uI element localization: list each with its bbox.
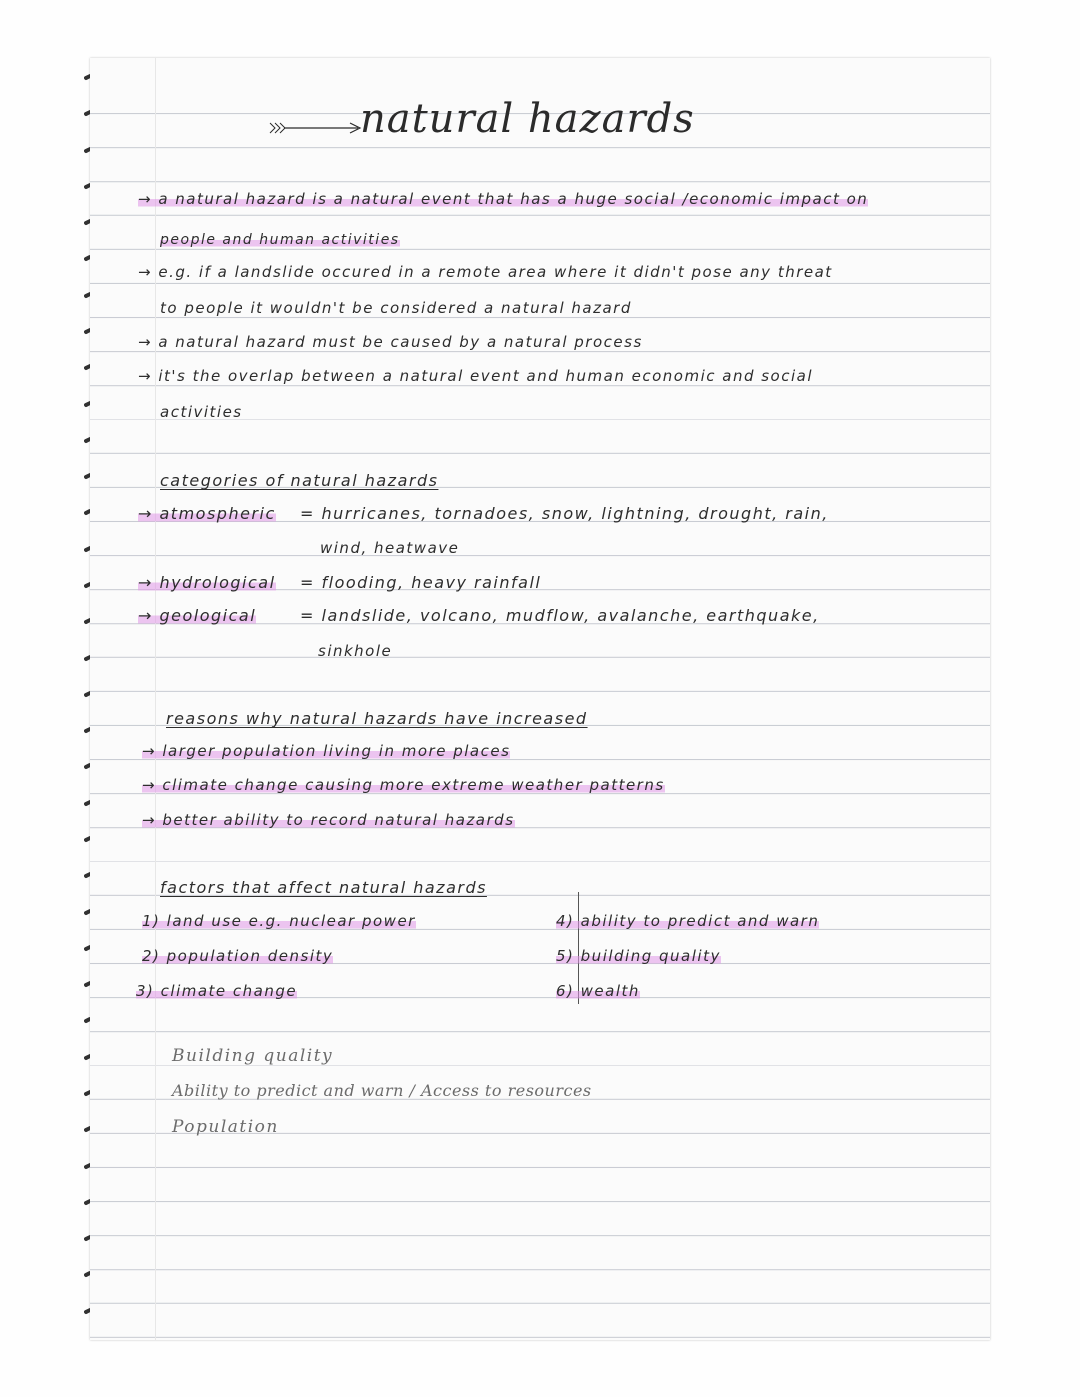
reasons-heading: reasons why natural hazards have increased xyxy=(166,709,588,728)
factor-left-2 xyxy=(142,947,333,965)
pencil-note-1: Building quality xyxy=(172,1046,334,1066)
highlighted-definition-end: people and human activities xyxy=(160,232,400,248)
example-line-1: → e.g. if a landslide occured in a remote area where it didn't pose any threat xyxy=(138,263,833,281)
factor-highlight-5: 5) building quality xyxy=(556,947,721,965)
reason-highlight-2: → climate change causing more extreme weather patterns xyxy=(142,776,665,794)
margin-line xyxy=(155,58,156,1340)
factor-right-4 xyxy=(556,912,819,930)
example-line-2: to people it wouldn't be considered a natural hazard xyxy=(160,299,632,317)
factors-heading: factors that affect natural hazards xyxy=(160,878,487,897)
definition-line-1 xyxy=(138,190,868,208)
reason-highlight-3: → better ability to record natural hazards xyxy=(142,811,515,829)
factor-right-5 xyxy=(556,947,721,965)
geological-items: = landslide, volcano, mudflow, avalanche, earthquake, xyxy=(300,606,820,625)
atmospheric-label xyxy=(138,504,276,523)
reason-item-3 xyxy=(142,811,515,829)
hydrological-items: = flooding, heavy rainfall xyxy=(300,573,542,592)
process-line: → a natural hazard must be caused by a natural process xyxy=(138,333,643,351)
overlap-line-2: activities xyxy=(160,403,243,421)
factor-highlight-2: 2) population density xyxy=(142,947,334,965)
definition-line-2 xyxy=(160,232,400,248)
atmospheric-items: = hurricanes, tornadoes, snow, lightning, drought, rain, xyxy=(300,504,829,523)
hydrological-label xyxy=(138,573,276,592)
lined-paper xyxy=(90,58,990,1340)
overlap-line-1: → it's the overlap between a natural event and human economic and social xyxy=(138,367,814,385)
pencil-note-2: Ability to predict and warn / Access to resources xyxy=(172,1081,592,1100)
page-title: natural hazards xyxy=(360,96,695,142)
hydrological-highlight: → hydrological xyxy=(138,573,276,592)
geological-highlight: → geological xyxy=(138,606,257,625)
factor-left-1 xyxy=(142,912,416,930)
factor-right-6 xyxy=(556,982,640,1000)
factor-left-3 xyxy=(136,982,297,1000)
geological-label xyxy=(138,606,256,625)
factor-highlight-6: 6) wealth xyxy=(556,982,640,1000)
reason-highlight-1: → larger population living in more places xyxy=(142,742,511,760)
highlighted-definition: → a natural hazard is a natural event that has a huge social /economic impact on xyxy=(138,190,869,208)
factor-highlight-3: 3) climate change xyxy=(136,982,298,1000)
atmospheric-items-cont: wind, heatwave xyxy=(320,539,460,557)
factor-highlight-1: 1) land use e.g. nuclear power xyxy=(142,912,416,930)
factor-highlight-4: 4) ability to predict and warn xyxy=(556,912,820,930)
reason-item-2 xyxy=(142,776,665,794)
arrow-icon xyxy=(268,120,363,136)
pencil-note-3: Population xyxy=(172,1117,279,1137)
geological-items-cont: sinkhole xyxy=(318,642,393,660)
reason-item-1 xyxy=(142,742,510,760)
categories-heading: categories of natural hazards xyxy=(160,471,439,490)
atmospheric-highlight: → atmospheric xyxy=(138,504,276,523)
